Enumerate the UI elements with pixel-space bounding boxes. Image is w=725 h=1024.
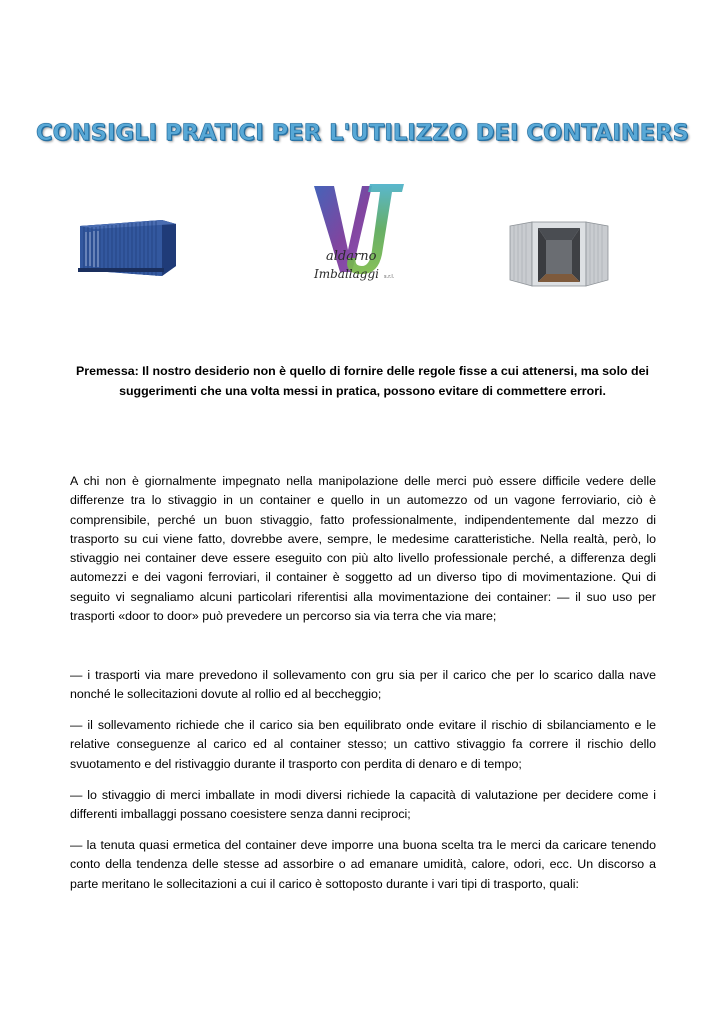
logo-text-imballaggi: Imballaggi	[314, 267, 379, 281]
paragraph-lifting: — il sollevamento richiede che il carico sia ben equilibrato onde evitare il rischio di sbilanciamento e le relative conseguenze al carico ed al container stesso; un cattivo stivaggio fa correre il rischio dello svuotamento e del ristivaggio durante il trasporto con perdita di denaro e di tempo;	[70, 718, 656, 771]
open-container-image	[508, 220, 610, 288]
paragraph-sealing: — la tenuta quasi ermetica del container deve imporre una buona scelta tra le merci da caricare tenendo conto della tendenza delle stesse ad assorbire o ad emanare umidità, calore, odori, ecc. Un discorso a parte meritano le sollecitazioni a cui il carico è sottoposto durante i vari tipi di trasporto, quali:	[70, 838, 656, 891]
logo-text-aldarno: aldarno	[326, 249, 377, 264]
logo-icon	[300, 180, 420, 290]
open-container-icon	[508, 220, 610, 288]
page-title: CONSIGLI PRATICI PER L'UTILIZZO DEI CONTAINERS	[36, 120, 689, 146]
premessa-text: Premessa: Il nostro desiderio non è quello di fornire delle regole fisse a cui attenersi, ma solo dei suggerimenti che una volta messi in pratica, possono evitare di commettere errori.	[76, 364, 649, 398]
company-logo	[300, 180, 420, 290]
paragraph-sea-transport: — i trasporti via mare prevedono il sollevamento con gru sia per il carico che per lo scarico dalla nave nonché le sollecitazioni dovute al rollio ed al beccheggio;	[70, 668, 656, 702]
paragraph-packaging: — lo stivaggio di merci imballate in modi diversi richiede la capacità di valutazione per decidere come i differenti imballaggi possano coesistere senza danni reciproci;	[70, 788, 656, 822]
blue-container-image	[76, 218, 181, 278]
paragraph-intro: A chi non è giornalmente impegnato nella manipolazione delle merci può essere difficile vedere delle differenze tra lo stivaggio in un container e quello in un automezzo od un vagone ferroviario, ciò è comprensibile, perché un buon stivaggio, fatto professionalmente, indipendentemente dal mezzo di trasporto su cui viene fatto, dovrebbe avere, sempre, le medesime caratteristiche. Nella realtà, però, lo stivaggio nei container deve essere eseguito con più alto livello professionale perché, a differenza degli automezzi e dei vagoni ferroviari, il container è soggetto ad un diverso tipo di movimentazione. Qui di seguito vi segnaliamo alcuni particolari riferentisi alla movimentazione dei container: — il suo uso per trasporti «door to door» può prevedere un percorso sia via terra che via mare;	[70, 474, 656, 624]
container-icon	[76, 218, 181, 278]
logo-text-suffix: s.r.l.	[384, 274, 395, 280]
